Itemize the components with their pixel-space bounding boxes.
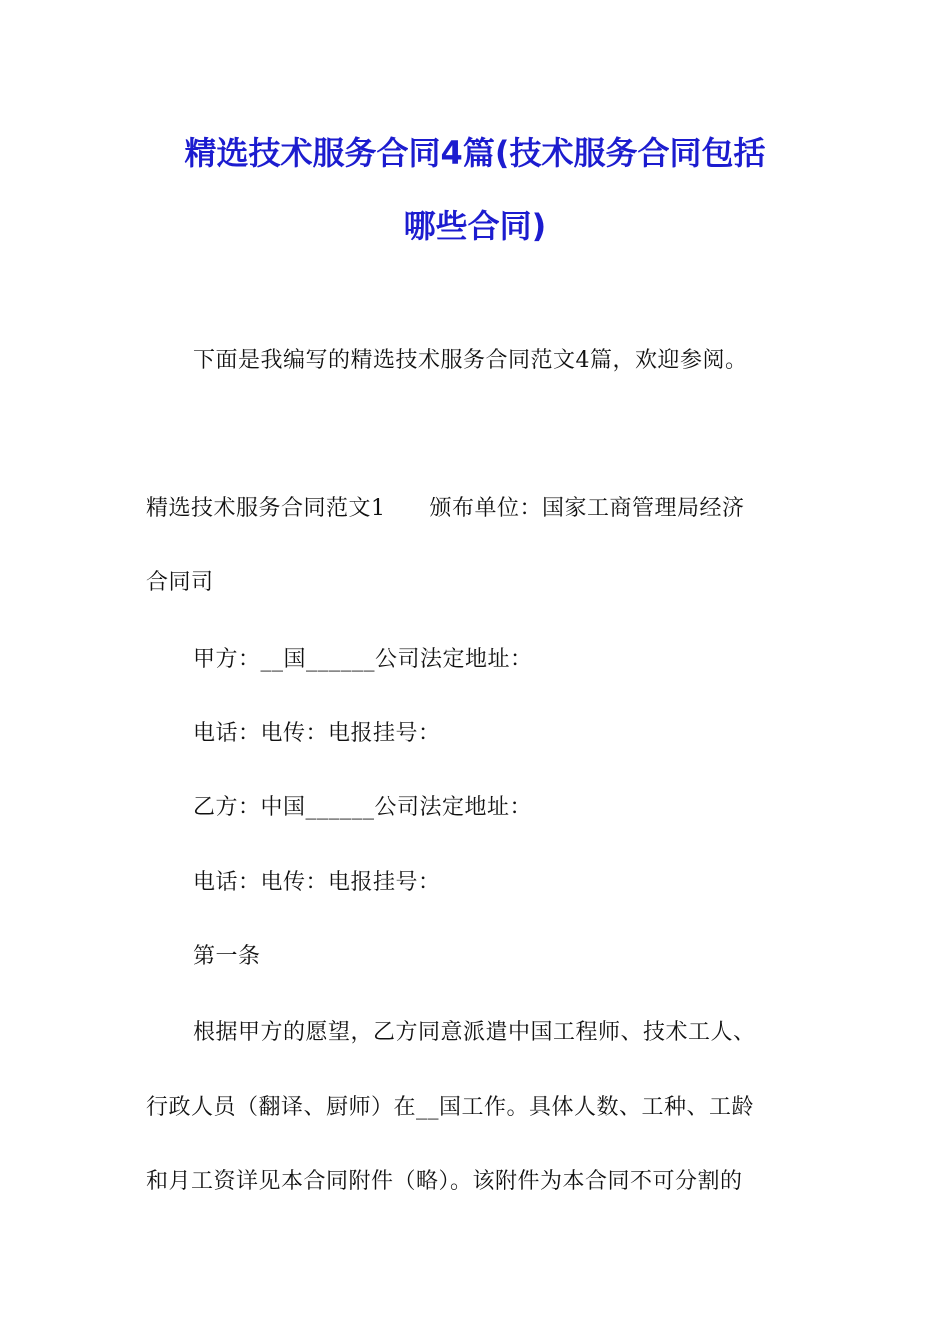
intro-paragraph: 下面是我编写的精选技术服务合同范文4篇，欢迎参阅。 [193, 348, 748, 373]
body-line-3: 和月工资详见本合同附件（略）。该附件为本合同不可分割的 [146, 1169, 743, 1194]
party-b-contact-line: 电话：电传：电报挂号： [193, 870, 441, 895]
document-title-line-1: 精选技术服务合同4篇(技术服务合同包括 [184, 134, 766, 172]
document-title-line-2: 哪些合同) [403, 207, 547, 245]
party-b-line: 乙方：中国______公司法定地址： [193, 795, 533, 820]
issuer-text: 颁布单位：国家工商管理局经济 [429, 496, 745, 521]
body-line-2: 行政人员（翻译、厨师）在__国工作。具体人数、工种、工龄 [146, 1095, 755, 1120]
section-heading: 精选技术服务合同范文1 [146, 496, 386, 521]
issuer-continuation: 合同司 [146, 570, 214, 595]
article-1-heading: 第一条 [193, 944, 261, 969]
party-a-line: 甲方：__国______公司法定地址： [193, 647, 533, 672]
section-heading-line [146, 494, 745, 524]
body-line-1: 根据甲方的愿望，乙方同意派遣中国工程师、技术工人、 [193, 1020, 756, 1045]
party-a-contact-line: 电话：电传：电报挂号： [193, 721, 441, 746]
